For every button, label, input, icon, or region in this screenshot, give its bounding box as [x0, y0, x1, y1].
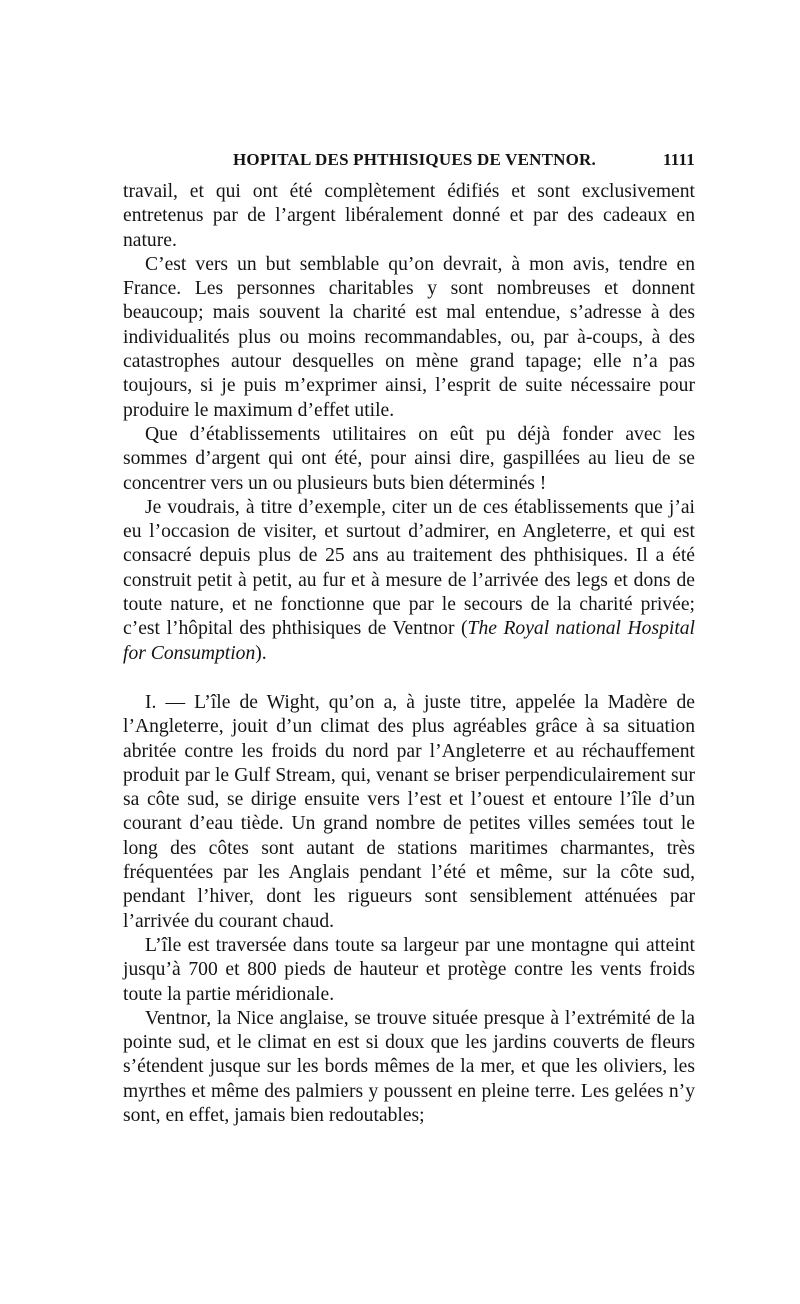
section-one-paragraph: I. — L’île de Wight, qu’on a, à juste titre, appelée la Madère de l’Angleterre, jouit d’un climat des plus agréables grâce à sa situation abritée contre les froids du nord par l’Angleterre et au réchauffement produit par le Gulf Stream, qui, venant se briser perpendiculairement sur sa côte sud, se dirige ensuite vers l’est et l’ouest et entoure l’île d’un courant d’eau tiède. Un grand nombre de petites villes semées tout le long des côtes sont autant de stations maritimes charmantes, très fréquentées par les Anglais pendant l’été et même, sur la côte sud, pendant l’hiver, dont les rigueurs sont sensiblement atténuées par l’arrivée du courant chaud. — [123, 691, 695, 932]
paragraph-ventnor-climat: Ventnor, la Nice anglaise, se trouve située presque à l’extrémité de la pointe sud, et le climat en est si doux que les jardins couverts de fleurs s’étendent jusque sur les bords mêmes de la mer, et que les oliviers, les myrthes et même des palmiers y poussent en pleine terre. Les gelées n’y sont, en effet, jamais bien redoutables; — [123, 1007, 695, 1126]
hospital-name: The Royal national Hospital for Consumption — [123, 618, 695, 664]
paragraph-ventnor-intro-text: Je voudrais, à titre d’exemple, citer un de ces établissements que j’ai eu l’occasion de visiter, et surtout d’admirer, en Angleterre, et qui est consacré depuis plus de 25 ans au traitement des phthisiques. Il a été construit petit à petit, au fur et à mesure de l’arrivée des legs et dons de toute nature, et ne fonctionne que par le secours de la charité privée; c’est l’hôpital des phthisiques de Ventnor ( — [123, 496, 695, 640]
paragraph-montagne: L’île est traversée dans toute sa largeur par une montagne qui atteint jusqu’à 700 et 800 pieds de hauteur et protège contre les vents froids toute la partie méridionale. — [123, 934, 695, 1005]
page-number: 1111 — [663, 150, 695, 169]
running-header — [123, 150, 695, 180]
paragraph-etablissements: Que d’établissements utilitaires on eût pu déjà fonder avec les sommes d’argent qui ont été, pour ainsi dire, gaspillées au lieu de se concentrer vers un ou plusieurs buts bien déterminés ! — [123, 423, 695, 494]
book-page — [123, 150, 695, 1128]
paragraph-ventnor-intro-end: ). — [255, 642, 267, 664]
body-text — [123, 180, 695, 1128]
paragraph-france: C’est vers un but semblable qu’on devrait, à mon avis, tendre en France. Les personnes charitables y sont nombreuses et donnent beaucoup; mais souvent la charité est mal entendue, s’adresse à des individualités plus ou moins recommandables, ou, par à-coups, à des catastrophes autour desquelles on mène grand tapage; elle n’a pas toujours, si je puis m’exprimer ainsi, l’esprit de suite nécessaire pour produire le maximum d’effet utile. — [123, 253, 695, 421]
paragraph-continuation: travail, et qui ont été complètement édifiés et sont exclusivement entretenus par de l’argent libéralement donné et par des cadeaux en nature. — [123, 181, 695, 251]
paragraph-ventnor-intro — [123, 496, 695, 666]
running-title: HOPITAL DES PHTHISIQUES DE VENTNOR. — [233, 150, 596, 169]
